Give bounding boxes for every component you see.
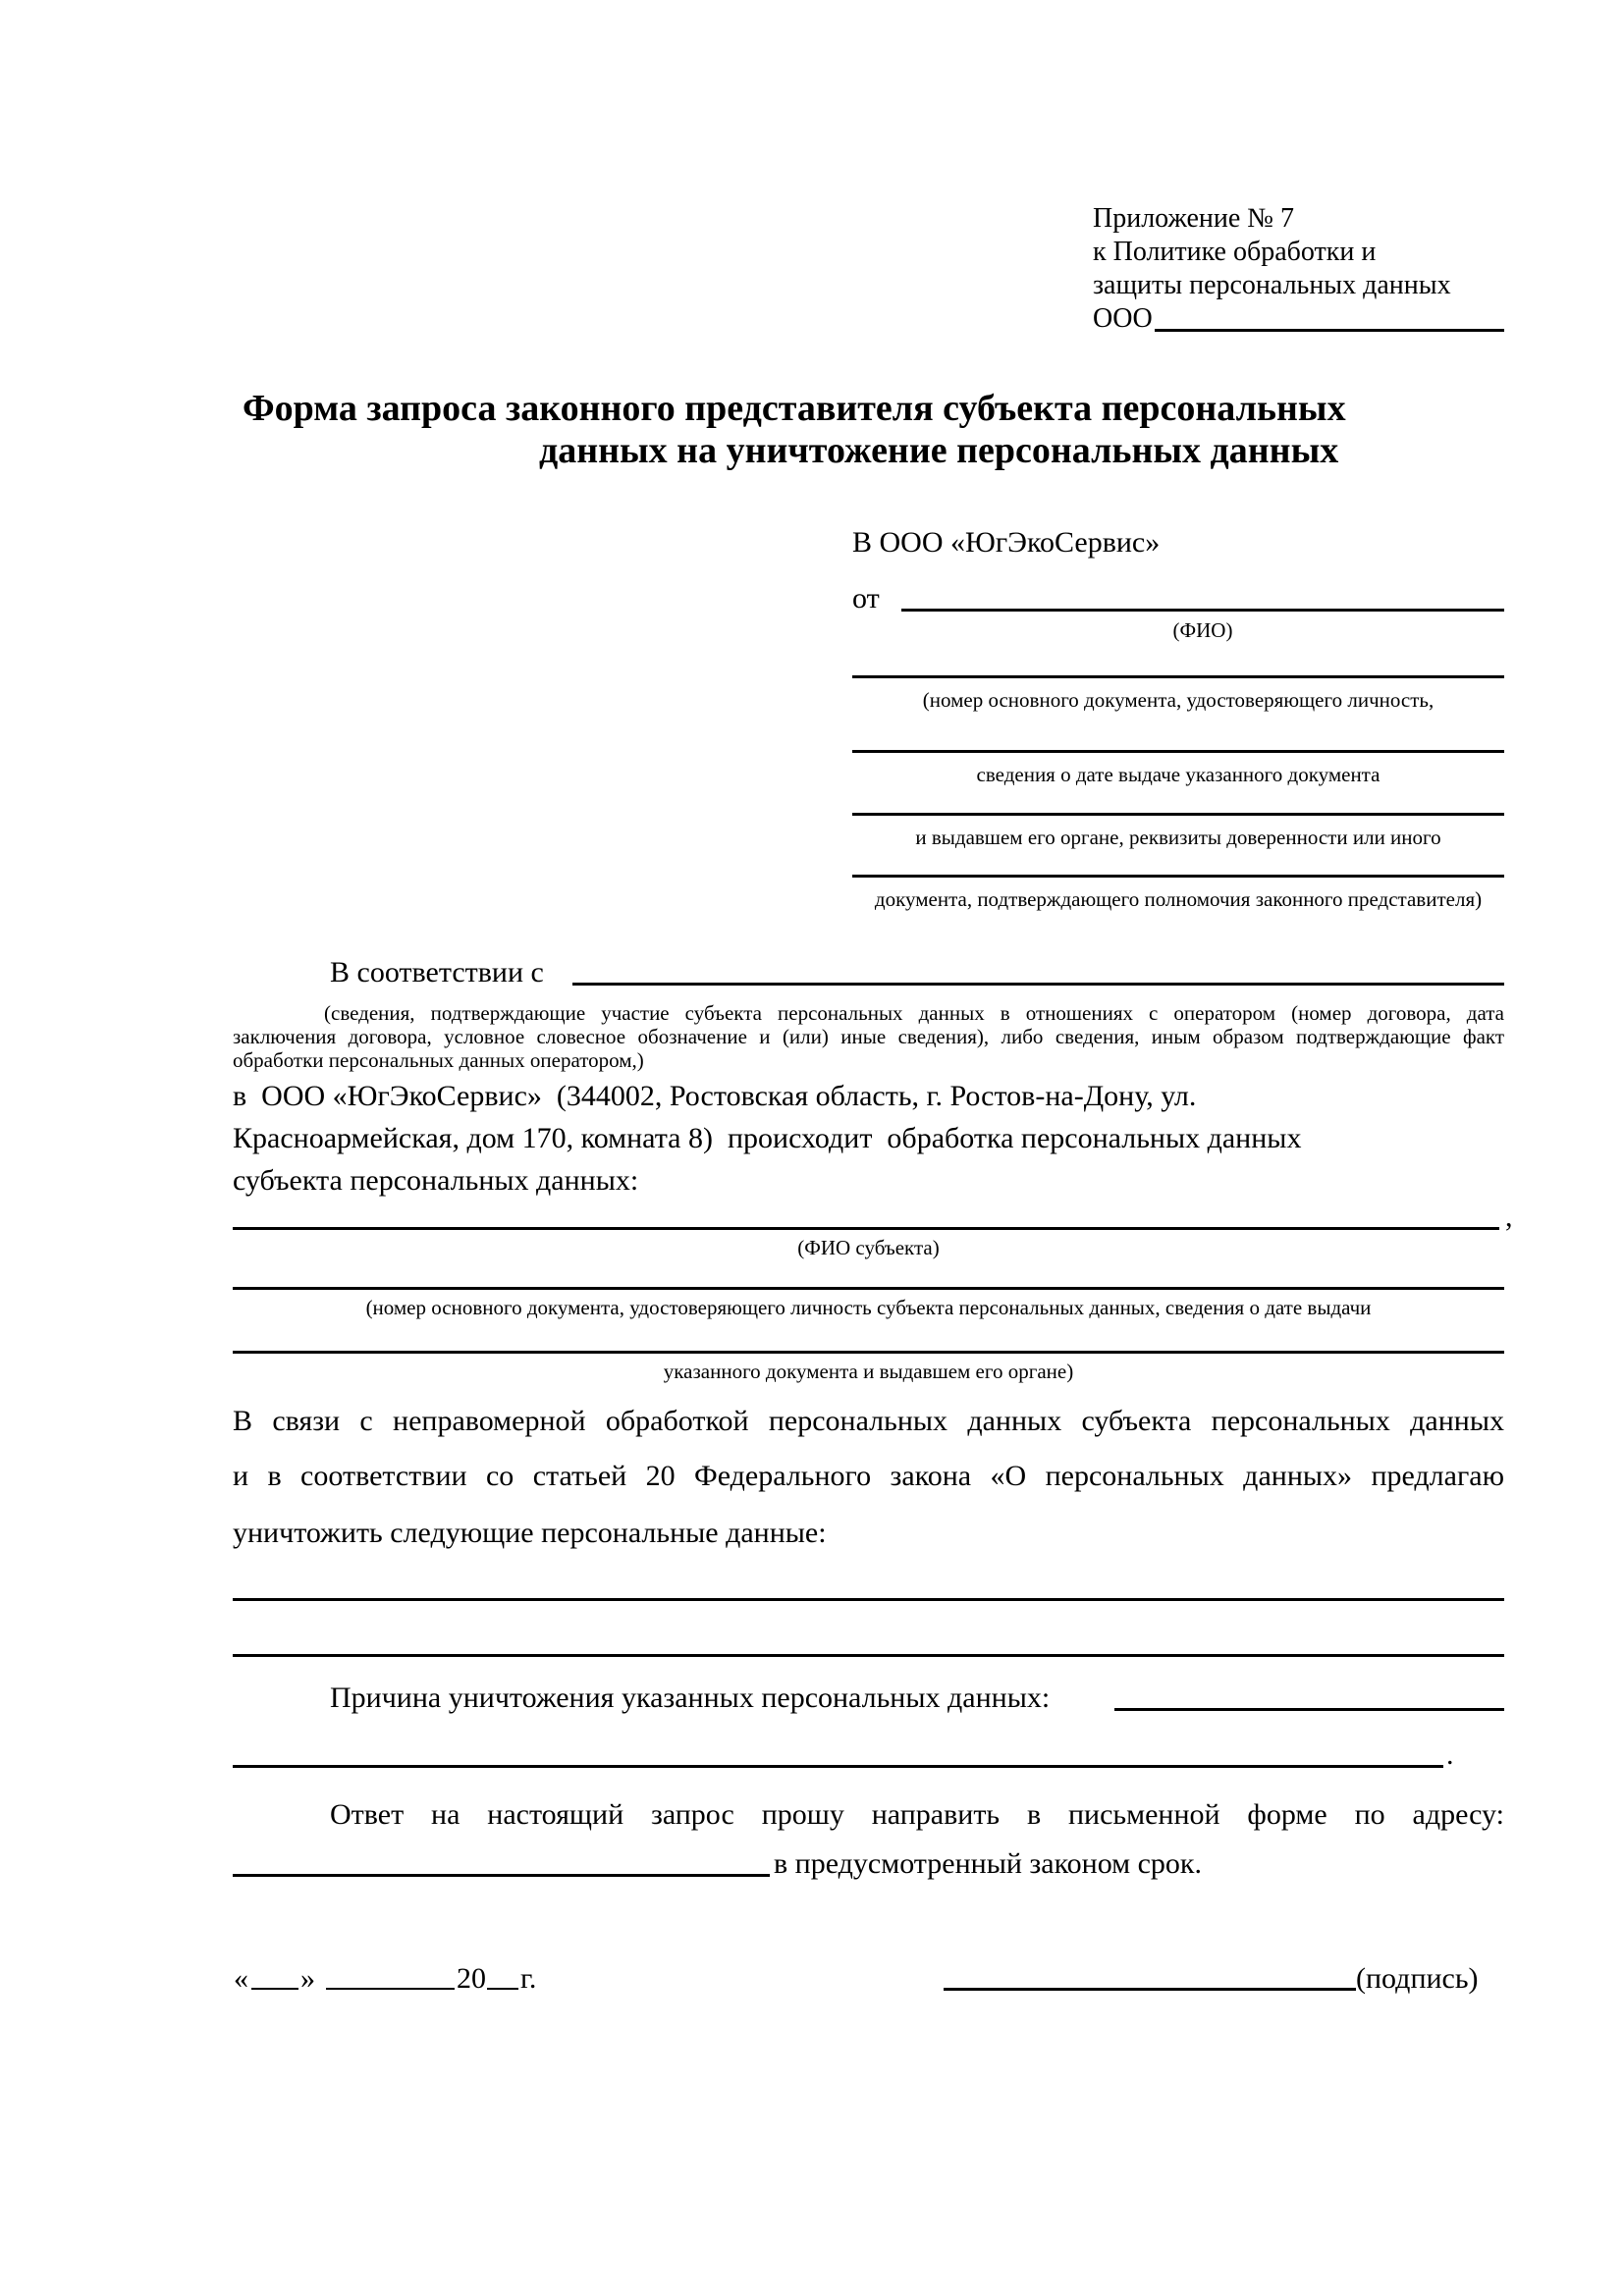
reason-field-1[interactable]	[1114, 1708, 1504, 1711]
signature-field[interactable]	[944, 1988, 1356, 1991]
accordance-note-2: заключения договора, условное словесное обозначение и (или) иные сведения), либо сведения, иным образом подтверждающие факт	[233, 1025, 1504, 1048]
date-close-quote: »	[300, 1962, 315, 1995]
reason-field-2[interactable]	[233, 1765, 1443, 1768]
caption-subject-doc-1: (номер основного документа, удостоверяющего личность субъекта персональных данных, сведения о дате выдачи	[365, 1296, 1372, 1319]
subject-fio-comma: ,	[1505, 1201, 1513, 1233]
appendix-line-1: Приложение № 7	[1093, 203, 1294, 234]
date-day-field[interactable]	[251, 1988, 298, 1990]
operator-address-line-1: в ООО «ЮгЭкоСервис» (344002, Ростовская область, г. Ростов-на-Дону, ул.	[233, 1080, 1197, 1112]
date-open-quote: «	[234, 1962, 248, 1995]
subject-fio-field[interactable]	[233, 1227, 1499, 1230]
response-line-1: Ответ на настоящий запрос прошу направить в письменной форме по адресу:	[330, 1798, 1504, 1831]
appendix-ooo-label: ООО	[1093, 303, 1153, 334]
appendix-line-2: к Политике обработки и	[1093, 237, 1377, 267]
request-line-2: и в соответствии со статьей 20 Федерального закона «О персональных данных» предлагаю	[233, 1460, 1504, 1492]
caption-doc-4: документа, подтверждающего полномочия законного представителя)	[874, 887, 1483, 911]
response-tail: в предусмотренный законом срок.	[774, 1847, 1202, 1880]
representative-doc-field-4[interactable]	[852, 875, 1504, 878]
representative-doc-field-2[interactable]	[852, 750, 1504, 753]
date-year-field[interactable]	[487, 1988, 518, 1990]
operator-address-line-3: субъекта персональных данных:	[233, 1164, 639, 1197]
caption-subject-doc-2: указанного документа и выдавшем его органе)	[663, 1360, 1074, 1383]
reason-label: Причина уничтожения указанных персональных данных:	[330, 1682, 1051, 1714]
representative-doc-field-1[interactable]	[852, 675, 1504, 678]
subject-doc-field-2[interactable]	[233, 1351, 1504, 1354]
caption-doc-1: (номер основного документа, удостоверяющего личность,	[922, 688, 1435, 712]
caption-subject-fio: (ФИО субъекта)	[797, 1236, 940, 1259]
caption-fio: (ФИО)	[1172, 618, 1233, 642]
accordance-lead: В соответствии с	[330, 956, 544, 988]
operator-address-line-2: Красноармейская, дом 170, комната 8) происходит обработка персональных данных	[233, 1122, 1302, 1154]
caption-doc-2: сведения о дате выдаче указанного документа	[976, 763, 1380, 786]
data-to-destroy-field-1[interactable]	[233, 1598, 1504, 1601]
representative-fio-field[interactable]	[901, 609, 1504, 612]
response-address-field[interactable]	[233, 1874, 770, 1877]
data-to-destroy-field-2[interactable]	[233, 1654, 1504, 1657]
request-line-1: В связи с неправомерной обработкой персональных данных субъекта персональных данных	[233, 1405, 1504, 1437]
caption-doc-3: и выдавшем его органе, реквизиты доверенности или иного	[915, 826, 1441, 849]
request-line-3: уничтожить следующие персональные данные:	[233, 1517, 827, 1549]
date-month-field[interactable]	[326, 1988, 455, 1990]
reason-period: .	[1446, 1738, 1454, 1771]
company-name-field[interactable]	[1155, 329, 1504, 332]
accordance-note-1: (сведения, подтверждающие участие субъекта персональных данных в отношениях с оператором (номер договора, дата	[324, 1001, 1504, 1025]
page-title-line-1: Форма запроса законного представителя субъекта персональных	[243, 388, 1346, 429]
subject-doc-field-1[interactable]	[233, 1287, 1504, 1290]
accordance-note-3: обработки персональных данных оператором,)	[233, 1048, 644, 1072]
addressee-company: В ООО «ЮгЭкоСервис»	[852, 526, 1161, 559]
representative-doc-field-3[interactable]	[852, 813, 1504, 816]
appendix-line-3: защиты персональных данных	[1093, 270, 1451, 300]
from-label: от	[852, 582, 880, 614]
date-year-prefix: 20	[457, 1962, 486, 1995]
page-title-line-2: данных на уничтожение персональных данных	[539, 430, 1339, 471]
accordance-field[interactable]	[572, 983, 1504, 986]
date-year-suffix: г.	[520, 1962, 537, 1995]
signature-caption: (подпись)	[1356, 1962, 1479, 1995]
